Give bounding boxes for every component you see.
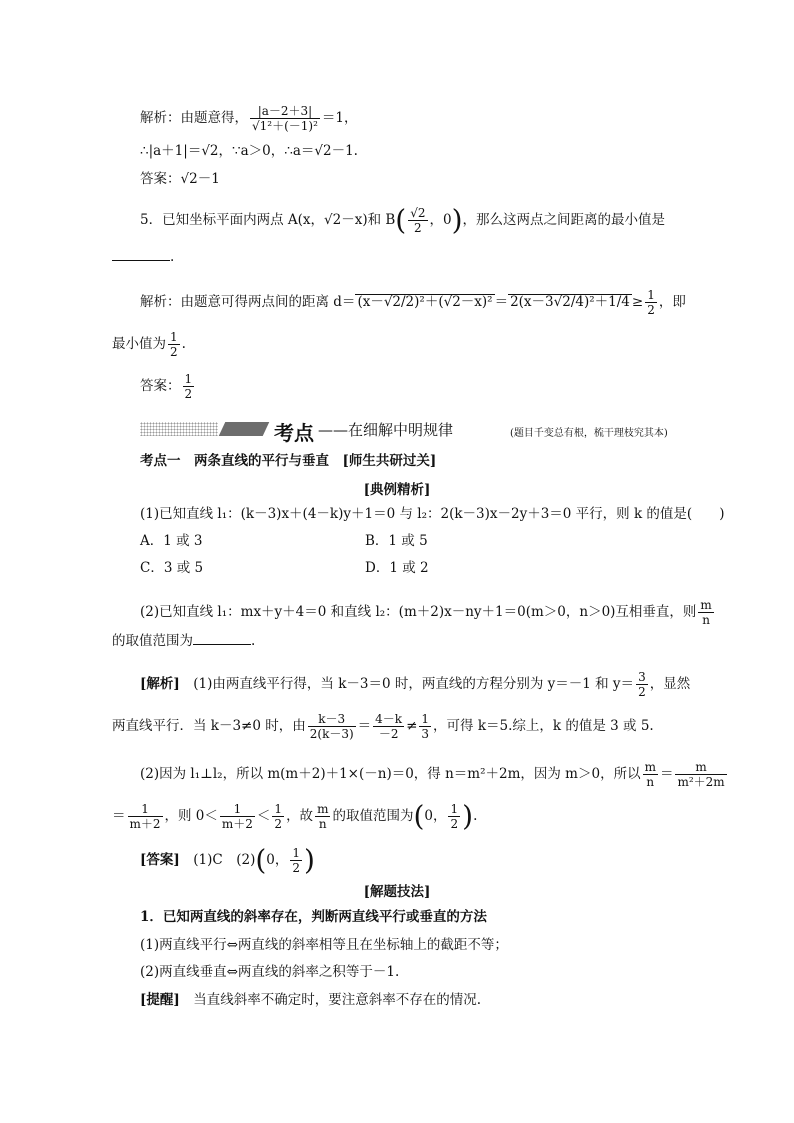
fraction-numerator: m bbox=[644, 760, 656, 774]
solution-tail: ，可得 k＝5.综上，k 的值是 3 或 5. bbox=[433, 718, 654, 734]
fraction-numerator: 1 bbox=[184, 372, 193, 386]
fraction-numerator: k－3 bbox=[308, 712, 356, 727]
fraction-denominator: √1²＋(－1)² bbox=[252, 119, 318, 133]
period: . bbox=[181, 336, 186, 352]
point-b-tail: ，0 bbox=[429, 212, 452, 228]
equals-sign: ＝ bbox=[112, 808, 126, 824]
fraction-numerator: |a－2＋3| bbox=[250, 104, 320, 119]
solution-text: 两直线平行．当 k－3≠0 时，由 bbox=[112, 718, 306, 734]
answer-line: 答案：√2－1 bbox=[140, 171, 220, 187]
fraction-denominator: n bbox=[646, 775, 655, 789]
fraction-numerator: 4－k bbox=[375, 712, 403, 726]
fraction-numerator: 1 bbox=[128, 802, 163, 817]
solution-line-4: ＝ $\frac{1}{m+2}$ ，则 0＜ $\frac{1}{m+2}$ ＜ $\frac{1}{2}$ ，故 $\frac{m}{n}$ 的取值范围为(0， $\frac{1}{2}$ ). bbox=[112, 799, 478, 833]
banner-dots bbox=[140, 422, 218, 436]
reminder-text: 当直线斜率不确定时，要注意斜率不存在的情况. bbox=[179, 992, 482, 1008]
geq-sign: ≥ bbox=[631, 294, 644, 310]
fraction-denominator: 2(k－3) bbox=[309, 727, 354, 741]
fraction-numerator: 1 bbox=[220, 802, 255, 817]
fraction-denominator: 2 bbox=[414, 221, 422, 235]
solution-line-3 bbox=[140, 760, 729, 789]
analysis-tail: ，即 bbox=[658, 294, 686, 310]
answer-blank-line bbox=[112, 248, 174, 266]
answer-text: (1)C (2) bbox=[179, 852, 256, 868]
fraction bbox=[675, 760, 726, 789]
fraction bbox=[315, 802, 330, 831]
tip-1: 1．已知两直线的斜率存在，判断两直线平行或垂直的方法 bbox=[140, 909, 487, 925]
fraction-denominator: 2 bbox=[647, 303, 655, 317]
reminder-line bbox=[140, 991, 481, 1009]
fraction-numerator: 1 bbox=[292, 846, 301, 860]
tip-3: (2)两直线垂直⇔两直线的斜率之积等于－1. bbox=[140, 964, 400, 980]
fraction bbox=[373, 712, 404, 741]
solution-text: ，则 0＜ bbox=[164, 808, 218, 824]
fraction bbox=[419, 712, 431, 741]
solution-text: (1)由两直线平行得，当 k－3＝0 时，两直线的方程分别为 y＝－1 和 y＝ bbox=[179, 676, 635, 692]
answer-blank bbox=[112, 248, 170, 261]
lt-sign: ＜ bbox=[256, 808, 271, 824]
sqrt-expression-1: (x－√2/2)²＋(√2－x)² bbox=[357, 294, 493, 310]
solution-line-2 bbox=[112, 712, 654, 741]
fraction-denominator: 2 bbox=[292, 861, 301, 875]
option-d: D．1 或 2 bbox=[365, 560, 429, 576]
question-2 bbox=[140, 598, 716, 627]
question-2-tail bbox=[112, 632, 255, 650]
fraction-denominator: m＋2 bbox=[221, 817, 253, 831]
fraction-numerator: m bbox=[675, 760, 726, 775]
fraction-denominator: n bbox=[702, 613, 710, 627]
range-label: 的取值范围为 bbox=[112, 633, 193, 649]
analysis-text: 解析：由题意可得两点间的距离 d＝ bbox=[140, 294, 356, 310]
answer-label: [答案] bbox=[140, 852, 180, 868]
fraction bbox=[448, 802, 460, 831]
banner-title: ——在细解中明规律 bbox=[318, 421, 454, 439]
solution-tail: ，显然 bbox=[649, 676, 691, 692]
question-text: 5．已知坐标平面内两点 A(x，√2－x)和 B bbox=[140, 212, 396, 228]
analysis-label: 解析：由题意得， bbox=[140, 110, 248, 126]
banner-bar bbox=[219, 422, 270, 436]
fraction-numerator: 3 bbox=[638, 670, 646, 684]
solution-text: (2)因为 l₁⊥l₂，所以 m(m＋2)＋1×(－n)＝0，得 n＝m²＋2m，因为 m＞0，所以 bbox=[140, 766, 641, 782]
fraction bbox=[290, 846, 302, 875]
fraction bbox=[128, 802, 163, 831]
option-c: C．3 或 5 bbox=[140, 560, 204, 576]
question-1: (1)已知直线 l₁：(k－3)x＋(4－k)y＋1＝0 与 l₂：2(k－3)x－2y＋3＝0 平行，则 k 的值是( ) bbox=[140, 506, 725, 522]
question-2-text: (2)已知直线 l₁：mx＋y＋4＝0 和直线 l₂：(m＋2)x－ny＋1＝0(m＞0，n＞0)互相垂直，则 bbox=[140, 604, 697, 620]
min-fraction bbox=[168, 330, 180, 359]
period: . bbox=[473, 808, 478, 824]
half-fraction bbox=[645, 288, 657, 317]
fraction bbox=[220, 802, 255, 831]
fraction bbox=[643, 760, 658, 789]
fraction-denominator: 2 bbox=[170, 345, 178, 359]
q5-answer-line bbox=[140, 372, 196, 401]
min-label: 最小值为 bbox=[112, 336, 166, 352]
fraction-denominator: n bbox=[318, 817, 327, 831]
banner-kaodian: 考点 bbox=[274, 421, 314, 445]
solution-text-2: ，故 bbox=[286, 808, 314, 824]
fraction bbox=[308, 712, 356, 741]
sqrt-expression-2: 2(x－3√2/4)²＋1/4 bbox=[510, 294, 630, 310]
m-over-n bbox=[698, 598, 713, 627]
fraction-numerator: m bbox=[700, 598, 712, 612]
min-value-line bbox=[112, 330, 186, 359]
interval-start: 0， bbox=[424, 808, 447, 824]
fraction-numerator: 1 bbox=[647, 288, 655, 302]
reminder-label: [提醒] bbox=[140, 992, 180, 1008]
kaodian-1-heading: 考点一 两条直线的平行与垂直 [师生共研过关] bbox=[140, 453, 437, 469]
neq-sign: ≠ bbox=[406, 718, 418, 734]
analysis-line-1 bbox=[140, 104, 358, 133]
equation-tail: ＝1， bbox=[321, 110, 358, 126]
question-text-2: ，那么这两点之间距离的最小值是 bbox=[462, 212, 666, 228]
fraction-numerator: 1 bbox=[274, 802, 283, 816]
fraction bbox=[636, 670, 648, 699]
fraction-denominator: 2 bbox=[638, 685, 646, 699]
section-banner bbox=[140, 418, 680, 445]
fraction-numerator: 1 bbox=[450, 802, 459, 816]
tip-2: (1)两直线平行⇔两直线的斜率相等且在坐标轴上的截距不等； bbox=[140, 937, 508, 953]
blank-period: . bbox=[170, 249, 175, 265]
option-a: A．1 或 3 bbox=[140, 533, 203, 549]
fraction-numerator: √2 bbox=[410, 206, 426, 220]
answer-label: 答案： bbox=[140, 378, 181, 394]
typical-heading: [典例精析] bbox=[363, 482, 431, 498]
question-5-analysis bbox=[140, 288, 686, 317]
fraction bbox=[250, 104, 320, 133]
interval-start: 0， bbox=[266, 852, 289, 868]
analysis-line-2: ∴|a＋1|＝√2，∵a＞0，∴a＝√2－1. bbox=[140, 143, 358, 159]
equals-sign: ＝ bbox=[494, 294, 509, 310]
answer-blank bbox=[193, 632, 251, 645]
tips-heading: [解题技法] bbox=[363, 884, 431, 900]
point-b-fraction bbox=[408, 206, 427, 235]
fraction-denominator: 2 bbox=[274, 817, 283, 831]
answer-line: [答案] (1)C (2)(0， $\frac{1}{2}$ ) bbox=[140, 843, 315, 877]
fraction-numerator: 1 bbox=[170, 330, 178, 344]
fraction-numerator: m bbox=[317, 802, 329, 816]
fraction bbox=[272, 802, 284, 831]
period: . bbox=[251, 633, 256, 649]
equals-sign: ＝ bbox=[659, 766, 674, 782]
solution-text-3: 的取值范围为 bbox=[332, 808, 414, 824]
fraction-denominator: 3 bbox=[421, 727, 430, 741]
fraction-denominator: 2 bbox=[450, 817, 459, 831]
fraction-denominator: m＋2 bbox=[129, 817, 161, 831]
option-b: B．1 或 5 bbox=[365, 533, 428, 549]
fraction-denominator: 2 bbox=[184, 387, 193, 401]
equals-sign: ＝ bbox=[357, 718, 372, 734]
solution-label: [解析] bbox=[140, 676, 180, 692]
fraction-numerator: 1 bbox=[421, 712, 430, 726]
question-5-stem: 5．已知坐标平面内两点 A(x，√2－x)和 B( $\frac{√2}{2}$ ，0)，那么这两点之间距离的最小值是 bbox=[140, 203, 666, 237]
answer-fraction bbox=[183, 372, 195, 401]
fraction-denominator: －2 bbox=[378, 727, 399, 741]
solution-line-1 bbox=[140, 670, 690, 699]
fraction-denominator: m²＋2m bbox=[677, 775, 725, 789]
banner-note: (题目千变总有根，梳干理枝究其本) bbox=[510, 428, 668, 439]
